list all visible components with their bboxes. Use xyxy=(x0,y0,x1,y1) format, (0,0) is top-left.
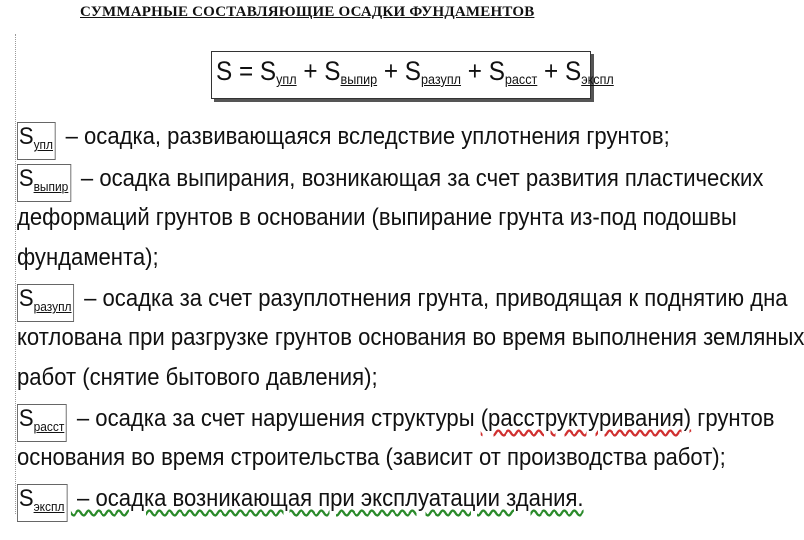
symbol-letter: S xyxy=(18,123,34,150)
formula-lhs: S = S xyxy=(216,56,277,86)
formula-op: + S xyxy=(537,56,582,86)
symbol-subscript: упл xyxy=(33,137,54,152)
symbol-letter: S xyxy=(18,285,34,312)
formula-sub-ekspl: экспл xyxy=(581,71,614,87)
formula-op: + S xyxy=(377,56,422,86)
definition-text: – осадка выпирания, возникающая за счет развития пластических xyxy=(74,165,764,192)
symbol-s-ekspl xyxy=(17,484,67,522)
definition-s-razupl-line3: работ (снятие бытового давления); xyxy=(17,364,378,391)
symbol-s-upl xyxy=(17,122,56,160)
formula-sub-razupl: разупл xyxy=(421,71,462,87)
margin-guide-line xyxy=(15,34,16,514)
formula-sub-vypir: выпир xyxy=(340,71,378,87)
symbol-s-rasst xyxy=(17,404,67,442)
definition-s-rasst-line2: основания во время строительства (зависит от производства работ); xyxy=(17,444,726,471)
definition-s-ekspl xyxy=(17,484,584,522)
definition-s-vypir-line3: фундамента); xyxy=(17,244,159,271)
page-title: СУММАРНЫЕ СОСТАВЛЯЮЩИЕ ОСАДКИ ФУНДАМЕНТОВ xyxy=(80,4,535,20)
symbol-letter: S xyxy=(18,485,34,512)
formula-sub-upl: упл xyxy=(276,71,297,87)
definition-text: грунтов xyxy=(691,405,775,432)
definition-s-rasst xyxy=(17,404,774,442)
formula-op: + S xyxy=(461,56,505,86)
definition-text: – осадка за счет нарушения структуры xyxy=(70,405,481,432)
symbol-subscript: выпир xyxy=(33,179,69,194)
settlement-formula xyxy=(216,56,614,87)
spellcheck-underlined-word: (расструктуривания) xyxy=(480,405,692,432)
definition-s-upl xyxy=(17,122,670,160)
symbol-subscript: расст xyxy=(33,419,65,434)
definition-s-razupl-line2: котлована при разгрузке грунтов основания во время выполнения земляных xyxy=(17,324,804,351)
definition-s-vypir xyxy=(17,164,763,202)
definition-s-razupl xyxy=(17,284,788,322)
formula-sub-rasst: расст xyxy=(504,71,538,87)
formula-op: + S xyxy=(296,56,341,86)
symbol-s-vypir xyxy=(17,164,71,202)
symbol-subscript: разупл xyxy=(33,299,72,314)
definition-text: – осадка, развивающаяся вследствие уплотнения грунтов; xyxy=(59,123,670,150)
definition-s-vypir-line2: деформаций грунтов в основании (выпирание грунта из-под подошвы xyxy=(17,204,737,231)
definition-text: – осадка возникающая при эксплуатации здания. xyxy=(70,485,584,512)
symbol-subscript: экспл xyxy=(33,499,65,514)
formula-box xyxy=(211,51,614,99)
symbol-letter: S xyxy=(18,165,34,192)
symbol-letter: S xyxy=(18,405,34,432)
symbol-s-razupl xyxy=(17,284,74,322)
definition-text: – осадка за счет разуплотнения грунта, приводящая к поднятию дна xyxy=(77,285,788,312)
